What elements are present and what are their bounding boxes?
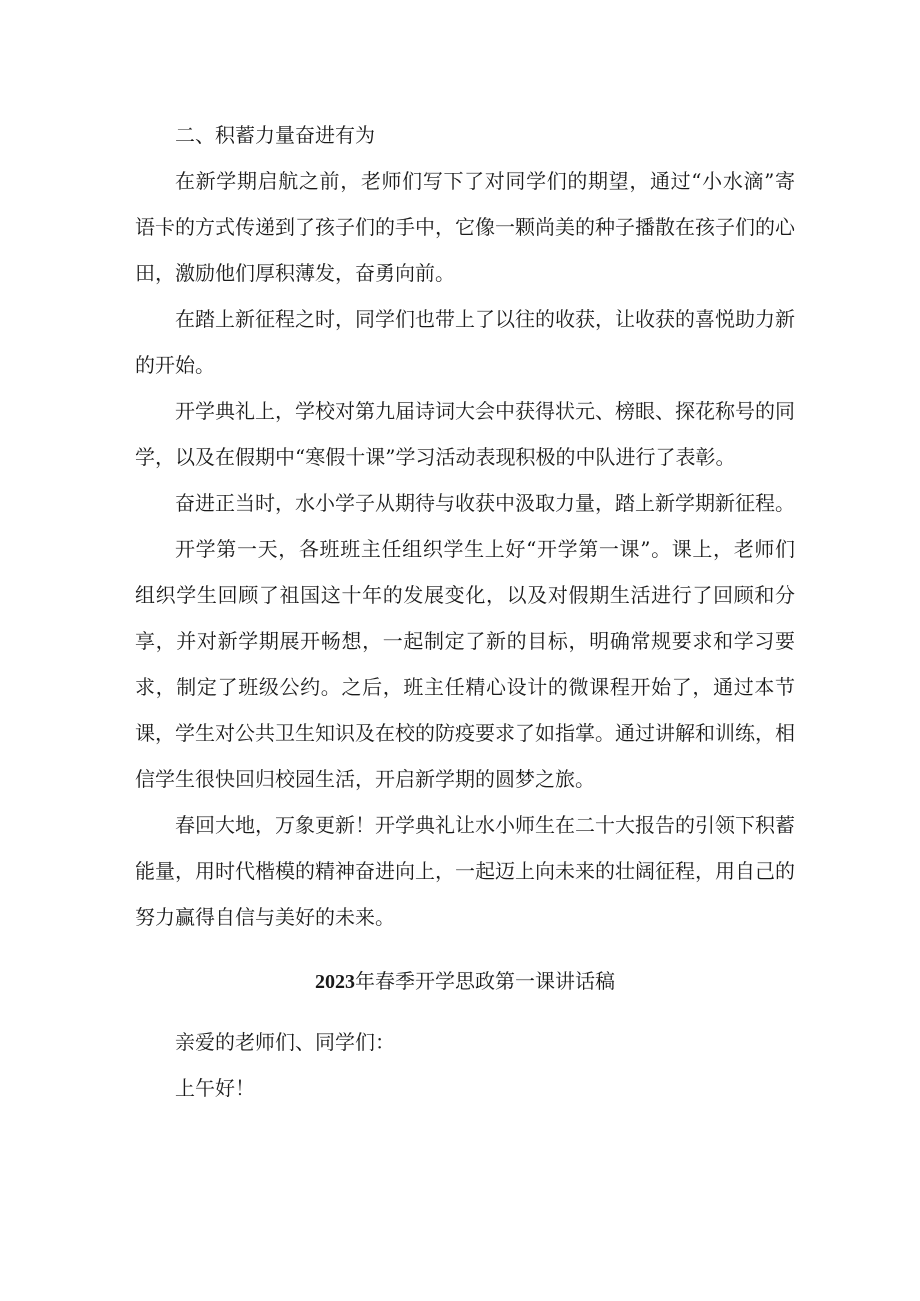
document-body — [135, 112, 795, 1111]
paragraph-first-lesson: 开学第一天，各班班主任组织学生上好“开学第一课”。课上，老师们组织学生回顾了祖国这十年的发展变化，以及对假期生活进行了回顾和分享，并对新学期展开畅想，一起制定了新的目标，明确常规要求和学习要求，制定了班级公约。之后，班主任精心设计的微课程开始了，通过本节课，学生对公共卫生知识及在校的防疫要求了如指掌。通过讲解和训练，相信学生很快回归校园生活，开启新学期的圆梦之旅。 — [135, 537, 795, 791]
speech-title-year: 2023 — [315, 971, 355, 993]
paragraph-conclusion: 春回大地，万象更新！开学典礼让水小师生在二十大报告的引领下积蓄能量，用时代楷模的精神奋进向上，一起迈上向未来的壮阔征程，用自己的努力赢得自信与美好的未来。 — [135, 813, 795, 929]
section-heading: 二、积蓄力量奋进有为 — [175, 123, 375, 147]
paragraph-harvest: 在踏上新征程之时，同学们也带上了以往的收获，让收获的喜悦助力新的开始。 — [135, 307, 795, 377]
salutation: 上午好！ — [175, 1076, 255, 1100]
greeting: 亲爱的老师们、同学们： — [175, 1030, 395, 1054]
speech-title-text: 年春季开学思政第一课讲话稿 — [355, 969, 615, 993]
paragraph-ceremony-awards: 开学典礼上，学校对第九届诗词大会中获得状元、榜眼、探花称号的同学，以及在假期中“寒假十课”学习活动表现积极的中队进行了表彰。 — [135, 399, 795, 469]
speech-title — [135, 958, 795, 1005]
paragraph-expectations: 在新学期启航之前，老师们写下了对同学们的期望，通过“小水滴”寄语卡的方式传递到了孩子们的手中，它像一颗尚美的种子播散在孩子们的心田，激励他们厚积薄发，奋勇向前。 — [135, 169, 795, 285]
paragraph-striving: 奋进正当时，水小学子从期待与收获中汲取力量，踏上新学期新征程。 — [175, 491, 795, 515]
